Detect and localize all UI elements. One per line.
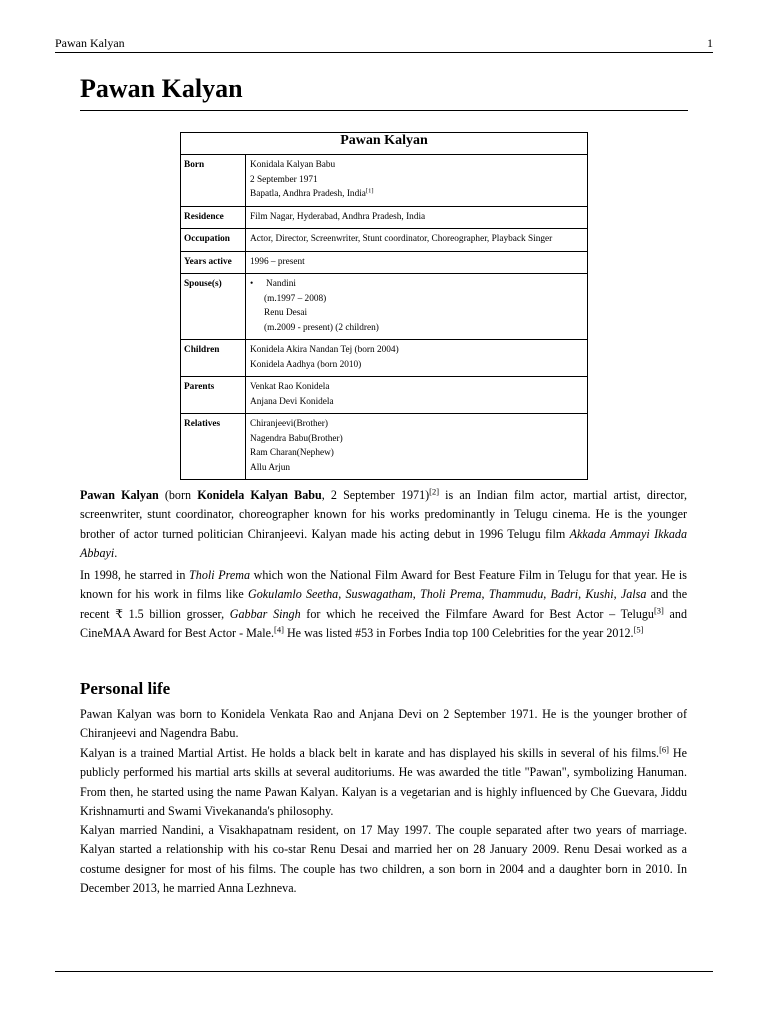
film-title: Gokulamlo Seetha xyxy=(248,587,339,602)
personal-text-2a: Kalyan is a trained Martial Artist. He holds a black belt in karate and has displayed his skills in several of his films. xyxy=(80,746,660,760)
spouse-1-line xyxy=(250,277,583,292)
infobox-label-years-active: Years active xyxy=(181,251,246,274)
film-title: Akkada Ammayi Ikkada Abbayi xyxy=(80,526,688,560)
film-title: Gabbar Singh xyxy=(229,606,301,621)
citation-link[interactable]: [2] xyxy=(429,486,440,497)
career-text-6: He was listed #53 in Forbes India top 100 Celebrities for the year 2012. xyxy=(283,625,634,640)
intro-text-3: is an Indian film actor, martial artist, director, screenwriter, stunt coordinator, choreographer known for his works predominantly in Telugu cinema. He is the younger brother of actor turned politician Chiranjeevi. Kalyan made his acting debut in 1996 Telugu film xyxy=(80,488,687,541)
infobox-label-spouse: Spouse(s) xyxy=(181,274,246,340)
citation-link[interactable]: [3] xyxy=(653,604,664,615)
infobox-value-spouse xyxy=(246,274,588,340)
citation-link[interactable]: [1] xyxy=(365,187,374,195)
footer-divider xyxy=(55,971,713,972)
parent-2: Anjana Devi Konidela xyxy=(250,396,334,407)
infobox-value-years-active: 1996 – present xyxy=(246,251,588,274)
career-text-4: for which he received the Filmfare Award for Best Actor – Telugu xyxy=(300,606,654,621)
intro-text-1: (born xyxy=(158,488,198,502)
parent-1: Venkat Rao Konidela xyxy=(250,382,330,392)
personal-paragraph-1: Pawan Kalyan was born to Konidela Venkata Rao and Anjana Devi on 2 September 1971. He is the younger brother of Chiranjeevi and Nagendra Babu. xyxy=(80,707,687,741)
page-number: 1 xyxy=(707,36,713,50)
running-header xyxy=(55,36,713,53)
born-date: 2 September 1971 xyxy=(250,174,318,185)
infobox-row-residence xyxy=(181,206,588,229)
relative-3: Ram Charan(Nephew) xyxy=(250,448,334,458)
infobox-row-parents xyxy=(181,377,588,414)
infobox-value-children xyxy=(246,340,588,377)
infobox-label-parents: Parents xyxy=(181,377,246,414)
infobox-value-occupation: Actor, Director, Screenwriter, Stunt coordinator, Choreographer, Playback Singer xyxy=(246,229,588,252)
film-title: Badri xyxy=(550,587,579,602)
relative-4: Allu Arjun xyxy=(250,462,291,473)
film-title: Kushi xyxy=(585,587,614,602)
spouse-2-years: (m.2009 - present) (2 children) xyxy=(264,322,379,333)
infobox-label-occupation: Occupation xyxy=(181,229,246,252)
section-heading-personal-life: Personal life xyxy=(80,679,171,698)
birth-name: Konidela Kalyan Babu xyxy=(197,488,322,502)
page-title: Pawan Kalyan xyxy=(80,74,688,111)
infobox-value-parents xyxy=(246,377,588,414)
spouse-1: Nandini xyxy=(266,279,296,289)
intro-paragraph xyxy=(80,486,687,563)
intro-text-2: , 2 September 1971) xyxy=(321,488,430,502)
subject-name: Pawan Kalyan xyxy=(80,488,159,502)
citation-link[interactable]: [4] xyxy=(274,624,284,635)
citation-link[interactable]: [5] xyxy=(633,624,644,635)
child-1: Konidela Akira Nandan Tej (born 2004) xyxy=(250,345,399,355)
infobox-label-relatives: Relatives xyxy=(181,414,246,480)
running-header-title: Pawan Kalyan xyxy=(55,36,125,50)
film-title: Suswagatham xyxy=(345,587,413,602)
citation-link[interactable]: [6] xyxy=(659,744,669,755)
career-text-1: In 1998, he starred in xyxy=(80,568,190,582)
personal-text-2b: He publicly performed his martial arts skills at several auditoriums. He was awarded the title "Pawan", symbolizing Hanuman. From then, he started using the name Pawan Kalyan. Kalyan is a vegetarian and is highly influenced by Che Guevara, Jiddu Krishnamurti and Swami Vivekananda's philosophy. xyxy=(80,746,688,818)
infobox-title: Pawan Kalyan xyxy=(181,133,588,155)
infobox-row-occupation xyxy=(181,229,588,252)
separator: , xyxy=(543,587,551,602)
separator: , xyxy=(481,587,489,602)
career-text-3: and the recent ₹ 1.5 billion grosser, xyxy=(80,587,688,621)
career-text-2: which won the National Film Award for Best Feature Film in Telugu for that year. He is known for his work in films like xyxy=(80,568,687,602)
born-place-line xyxy=(250,187,583,202)
relative-1: Chiranjeevi(Brother) xyxy=(250,419,328,429)
infobox-label-born: Born xyxy=(181,155,246,207)
career-text-5: and CineMAA Award for Best Actor - Male. xyxy=(80,606,687,640)
infobox-label-residence: Residence xyxy=(181,206,246,229)
bullet-icon: • xyxy=(250,279,254,289)
relative-2: Nagendra Babu(Brother) xyxy=(250,433,343,444)
film-title: Tholi Prema xyxy=(189,568,250,582)
infobox-row-born xyxy=(181,155,588,207)
spouse-1-years: (m.1997 – 2008) xyxy=(264,293,327,304)
child-2: Konidela Aadhya (born 2010) xyxy=(250,359,362,370)
spouse-2: Renu Desai xyxy=(264,308,308,318)
infobox-row-relatives xyxy=(181,414,588,480)
film-title: Thammudu xyxy=(488,587,544,602)
infobox-value-relatives xyxy=(246,414,588,480)
separator: , xyxy=(578,587,586,602)
infobox-value-born xyxy=(246,155,588,207)
born-name: Konidala Kalyan Babu xyxy=(250,160,336,170)
infobox-value-residence: Film Nagar, Hyderabad, Andhra Pradesh, India xyxy=(246,206,588,229)
career-paragraph xyxy=(80,566,687,643)
infobox-row-children xyxy=(181,340,588,377)
film-title: Jalsa xyxy=(620,587,647,602)
infobox-row-years-active xyxy=(181,251,588,274)
born-place: Bapatla, Andhra Pradesh, India xyxy=(250,189,366,199)
infobox-row-spouse xyxy=(181,274,588,340)
infobox xyxy=(180,132,588,480)
personal-paragraph-3: Kalyan married Nandini, a Visakhapatnam resident, on 17 May 1997. The couple separated after two years of marriage. Kalyan started a relationship with his co-star Renu Desai and married her on 28 January 2009. Renu Desai worked as a costume designer for most of his films. The couple has two children, a son born in 2004 and a daughter born in 2010. In December 2013, he married Anna Lezhneva. xyxy=(80,823,687,895)
personal-paragraph-2 xyxy=(80,744,687,821)
separator: , xyxy=(613,587,621,602)
separator: , xyxy=(338,587,346,602)
film-title: Tholi Prema xyxy=(419,587,482,602)
intro-text-4: . xyxy=(114,545,118,560)
infobox-label-children: Children xyxy=(181,340,246,377)
separator: , xyxy=(412,587,420,602)
